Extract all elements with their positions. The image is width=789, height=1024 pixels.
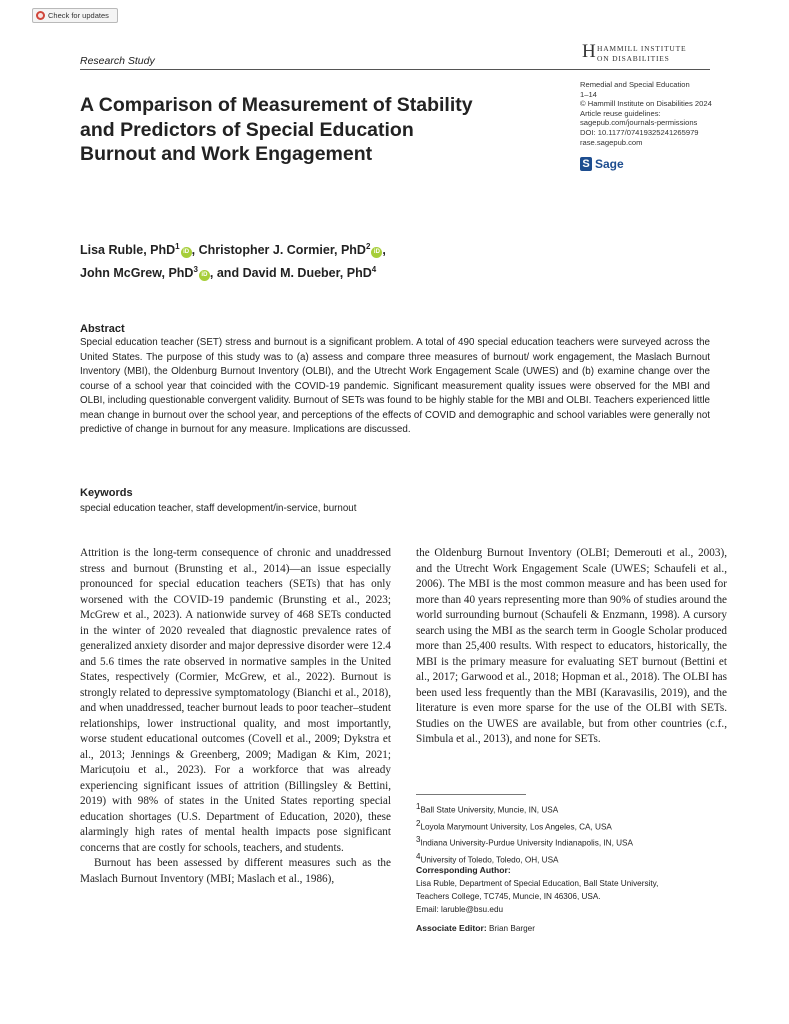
corresponding-line: Lisa Ruble, Department of Special Education, Ball State University, — [416, 879, 659, 888]
header-divider — [80, 69, 710, 70]
author-list — [80, 237, 500, 283]
orcid-icon[interactable]: iD — [371, 247, 382, 258]
study-type-label: Research Study — [80, 55, 155, 67]
copyright: © Hammill Institute on Disabilities 2024 — [580, 99, 712, 109]
author-affil-sup: 2 — [365, 242, 371, 251]
author-sep: , — [382, 243, 386, 258]
journal-meta — [580, 80, 730, 147]
corresponding-author — [416, 877, 716, 916]
author-affil-sup: 3 — [193, 265, 198, 275]
doi[interactable]: DOI: 10.1177/07419325241265979 — [580, 127, 699, 137]
abstract-text: Special education teacher (SET) stress and burnout is a significant problem. A total of 490 special education teachers were surveyed across the United States. The purpose of this study was to (a) assess and compare three measures of burnout/ work engagement, the Maslach Burnout Inventory (MBI), the Oldenburg Burnout Inventory (OLBI), and the Utrecht Work Engagement Scale (UWES) and (b) examine change over the course of a school year that coincided with the COVID-19 pandemic. Significant measurement quality issues were observed for the MBI and OLBI, including questionable convergent validity. Burnout of SETs was found to be highly stable for the MBI and OLBI. Teachers experienced little mean change in burnout over the school year, and perceptions of the effects of COVID and demographic and school variables were generally not predictive of change in burnout for any measure. Implications are discussed. — [80, 337, 710, 435]
affiliation-item: $^2$Loyola Marymount University, Los Angeles, CA, USA — [416, 818, 612, 832]
author-name: Christopher J. Cormier, PhD — [198, 243, 366, 258]
footnote-divider — [416, 794, 526, 795]
sage-label: Sage — [595, 157, 624, 171]
article-title: A Comparison of Measurement of Stability and Predictors of Special Education Burnout and Work Engagement — [80, 94, 473, 165]
body-paragraph: Attrition is the long-term consequence of chronic and unaddressed stress and burnout (Brunsting et al., 2014)—an issue especially pronounced for special education teachers (SETs) that has only worsened with the COVID-19 pandemic (Brunsting et al., 2023; McGrew et al., 2023). A nationwide survey of 468 SETs conducted in the winter of 2020 revealed that diagnostic prevalence rates of generalized anxiety disorder and major depressive disorder were 12.4 and 5.6 times the rate observed in normative samples in the United States, respectively (Cormier, McGrew, et al., 2022). Burnout is strongly related to depressive symptomatology (Bianchi et al., 2018), and when unaddressed, teacher burnout leads to poor teacher–student relationships, lower instructional quality, and most importantly, worse student educational outcomes (Covell et al., 2009; Dykstra et al., 2013; Jennings & Greenberg, 2009; Madigan & Kim, 2021; Maricuțoiu et al., 2023). For a workforce that was already experiencing significant issues of attrition (Billingsley & Bettini, 2019) with 98% of states in the United States reporting special education shortages (U.S. Department of Education, 2020), these alarmingly high rates of mental health impacts pose significant concerns that are costly for schools, teachers, and students. — [80, 547, 391, 854]
affiliation-item: $^4$University of Toledo, Toledo, OH, USA — [416, 852, 559, 865]
check-for-updates-button[interactable] — [32, 8, 118, 23]
permissions-link[interactable]: sagepub.com/journals-permissions — [580, 118, 698, 128]
page-range: 1–14 — [580, 89, 597, 99]
editor-label: Associate Editor: — [416, 923, 487, 933]
body-paragraph: Burnout has been assessed by different measures such as the Maslach Burnout Inventory (MBI; Maslach et al., 1986), — [80, 857, 391, 885]
publisher-name-line2: ON DISABILITIES — [597, 54, 670, 63]
journal-url[interactable]: rase.sagepub.com — [580, 137, 643, 147]
check-for-updates-label: Check for updates — [48, 11, 109, 20]
body-column-left — [80, 546, 391, 887]
orcid-icon[interactable]: iD — [181, 247, 192, 258]
affiliation-item: $^3$Indiana University-Purdue University Indianapolis, IN, USA — [416, 835, 633, 849]
affiliation-item: $^1$Ball State University, Muncie, IN, USA — [416, 802, 559, 815]
sage-s-icon: S — [580, 157, 592, 171]
author-name: Lisa Ruble, PhD — [80, 243, 176, 258]
keywords-text: special education teacher, staff development/in-service, burnout — [80, 503, 357, 514]
body-paragraph: the Oldenburg Burnout Inventory (OLBI; Demerouti et al., 2003), and the Utrecht Work Engagement Scale (UWES; Schaufeli et al., 2006). The MBI is the most common measure and has been used for more than 40 years representing more than 90% of studies around the world surrounding burnout (Schaufeli & Enzmann, 1998). A cursory search using the MBI as the search term in Google Scholar produced more than 25,400 results. With respect to educators, historically, the MBI is the primary measure for evaluating SET burnout (Bettini et al., 2017; Garwood et al., 2018; Hopman et al., 2018). The OLBI has been used less frequently than the MBI (Karavasilis, 2019), and the literature is even more sparse for the use of the OLBI with SETs. Studies on the UWES are available, but from other countries (c.f., Simbula et al., 2013), and none for SETs. — [416, 547, 727, 745]
corresponding-line: Teachers College, TC745, Muncie, IN 46306, USA. — [416, 892, 601, 901]
author-affil-sup: 1 — [175, 242, 180, 251]
hammill-logo-icon: H — [582, 41, 596, 62]
editor-name: Brian Barger — [488, 924, 535, 933]
associate-editor — [416, 923, 535, 933]
author-sep: , and — [209, 266, 243, 281]
keywords-heading: Keywords — [80, 487, 133, 499]
author-name: David M. Dueber, PhD — [242, 266, 372, 281]
orcid-icon[interactable]: iD — [199, 270, 210, 281]
publisher-logo — [582, 40, 722, 68]
corresponding-email[interactable]: Email: laruble@bsu.edu — [416, 905, 504, 914]
abstract-heading: Abstract — [80, 323, 125, 335]
corresponding-author-heading: Corresponding Author: — [416, 865, 511, 875]
body-column-right — [416, 546, 727, 748]
publisher-name-line1: HAMMILL INSTITUTE — [597, 44, 687, 53]
author-name: John McGrew, PhD — [80, 266, 194, 281]
update-icon — [36, 11, 45, 20]
journal-name: Remedial and Special Education — [580, 80, 690, 89]
sage-logo — [580, 157, 624, 171]
affiliations — [416, 800, 633, 867]
reuse-label: Article reuse guidelines: — [580, 108, 661, 118]
author-affil-sup: 4 — [371, 265, 377, 275]
author-sep: , — [191, 243, 199, 258]
